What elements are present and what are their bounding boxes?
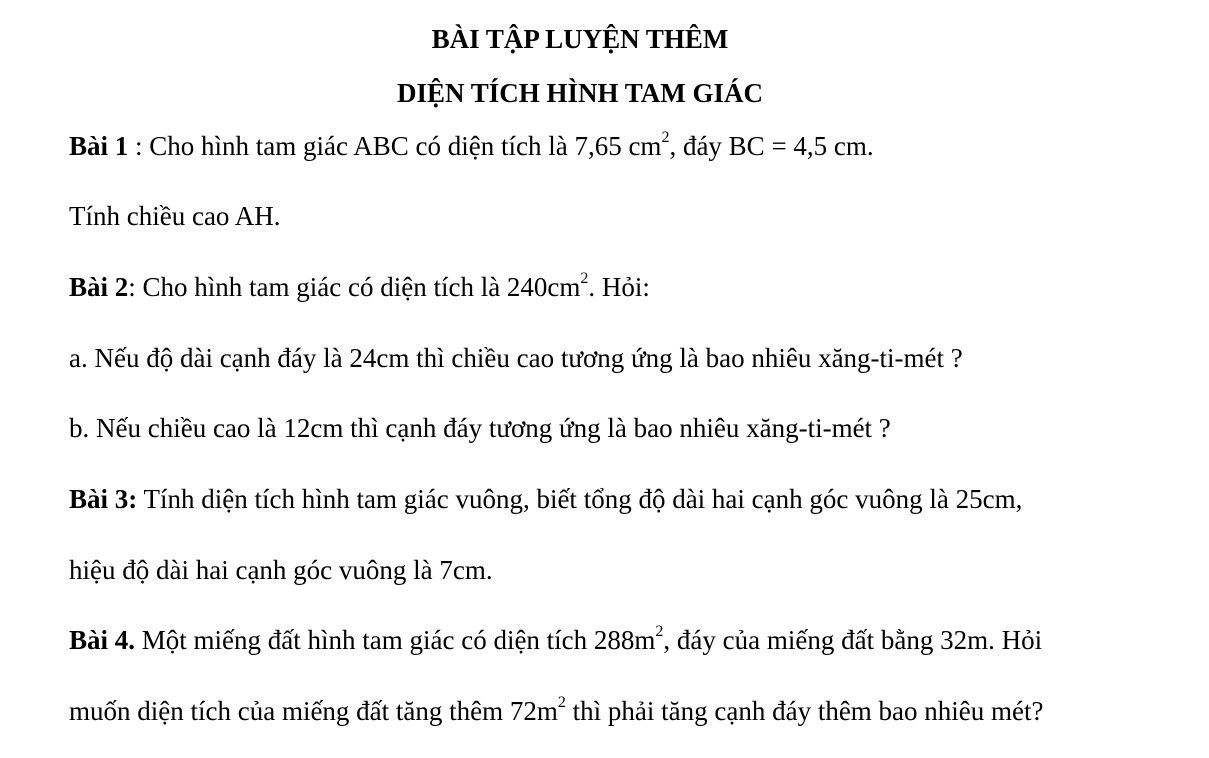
exercise-3-text: Tính diện tích hình tam giác vuông, biết tổng độ dài hai cạnh góc vuông là 25cm,	[137, 484, 1023, 514]
exercise-1-label: Bài 1	[69, 131, 129, 161]
exercise-2-part-a: a. Nếu độ dài cạnh đáy là 24cm thì chiều cao tương ứng là bao nhiêu xăng-ti-mét ?	[69, 343, 963, 373]
worksheet-title: BÀI TẬP LUYỆN THÊM	[431, 24, 729, 54]
exercise-4-superscript-2: 2	[557, 694, 566, 711]
exercise-2-label: Bài 2	[69, 272, 129, 302]
exercise-1-line-1	[69, 131, 874, 161]
exercise-1-line-2: Tính chiều cao AH.	[69, 201, 281, 231]
exercise-1-text-b: , đáy BC = 4,5 cm.	[669, 131, 874, 161]
exercise-3-line-2: hiệu độ dài hai cạnh góc vuông là 7cm.	[69, 555, 493, 585]
exercise-2-text-b: . Hỏi:	[588, 272, 650, 302]
exercise-4-superscript-1: 2	[655, 623, 664, 640]
exercise-2-superscript: 2	[580, 270, 589, 287]
exercise-4-text-b: , đáy của miếng đất bằng 32m. Hỏi	[663, 625, 1043, 655]
worksheet-subtitle: DIỆN TÍCH HÌNH TAM GIÁC	[396, 78, 764, 108]
exercise-1-text-a: : Cho hình tam giác ABC có diện tích là 7,65 cm	[128, 131, 662, 161]
exercise-4-line-2	[69, 696, 1044, 726]
exercise-1-superscript: 2	[661, 129, 670, 146]
exercise-3-line-1	[69, 484, 1022, 514]
exercise-4-line-2-a: muốn diện tích của miếng đất tăng thêm 72m	[69, 696, 558, 726]
exercise-4-label: Bài 4.	[69, 625, 136, 655]
exercise-2-part-b: b. Nếu chiều cao là 12cm thì cạnh đáy tương ứng là bao nhiêu xăng-ti-mét ?	[69, 413, 891, 443]
exercise-3-label: Bài 3:	[69, 484, 138, 514]
exercise-2-text-a: : Cho hình tam giác có diện tích là 240cm	[128, 272, 581, 302]
exercise-4-text-a: Một miếng đất hình tam giác có diện tích 288m	[135, 625, 656, 655]
exercise-2-line-1	[69, 272, 650, 302]
exercise-4-line-1	[69, 625, 1042, 655]
exercise-4-line-2-b: thì phải tăng cạnh đáy thêm bao nhiêu mét?	[565, 696, 1044, 726]
